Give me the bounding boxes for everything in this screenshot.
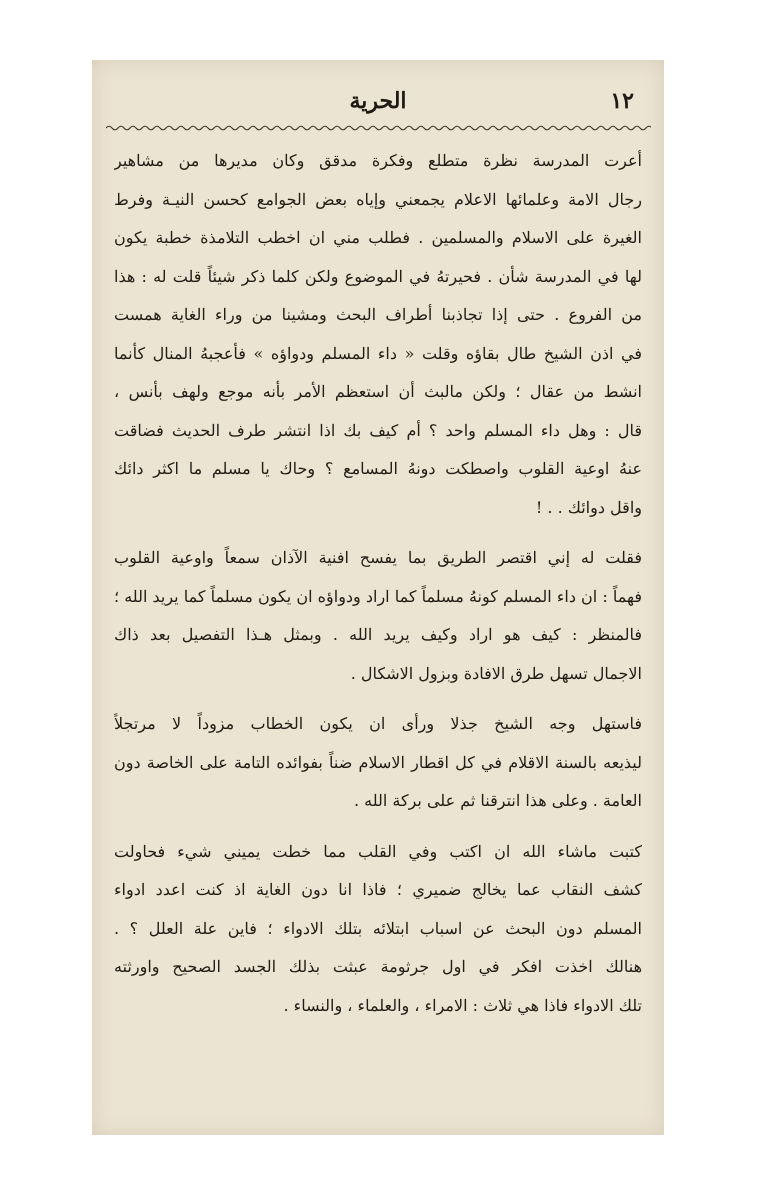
text-line: العامة . وعلى هذا انترقنا ثم على بركة الله . xyxy=(353,791,642,810)
text-line: قال : وهل داء المسلم واحد ؟ أم كيف بك اذا انتشر طرف الحديث فضاقت xyxy=(114,420,642,440)
text-line: كتبت ماشاء الله ان اكتب وفي القلب مما خطت يميني شيء فحاولت xyxy=(114,841,642,861)
page-number: ١٢ xyxy=(610,88,634,114)
running-title: الحرية xyxy=(349,88,407,114)
paragraph-4 xyxy=(114,833,642,1026)
book-page xyxy=(92,60,664,1135)
text-line: الاجمال تسهل طرق الافادة وبزول الاشكال . xyxy=(350,663,642,683)
text-line: في اذن الشيخ طال بقاؤه وقلت « داء المسلم ودواؤه » فأعجبهُ المنال كأنما xyxy=(114,343,642,363)
text-line: ليذيعه بالسنة الاقلام في كل اقطار الاسلام ضناً بفوائده التامة على الخاصة دون xyxy=(114,752,642,772)
text-line: أعرت المدرسة نظرة متطلع وفكرة مدقق وكان مديرها من مشاهير xyxy=(114,151,642,170)
paragraph-1 xyxy=(114,142,642,527)
text-line: فالمنظر : كيف هو اراد وكيف يريد الله . وبمثل هـذا التفصيل بعد ذاك xyxy=(114,625,642,644)
text-line: تلك الادواء فاذا هي ثلاث : الامراء ، والعلماء ، والنساء . xyxy=(283,995,642,1015)
text-line: لها في المدرسة شأن . فحيرتهُ في الموضوع ولكن كلما ذكر شيئاً قلت له : هذا xyxy=(114,266,642,286)
text-line: فاستهل وجه الشيخ جذلا ورأى ان يكون الخطاب مزوداً لا مرتجلاً xyxy=(114,714,642,733)
text-line: الغيرة على الاسلام والمسلمين . فطلب مني ان اخطب التلامذة خطبة يكون xyxy=(114,228,642,247)
text-line: المسلم دون البحث عن اسباب ابتلائه بتلك الادواء ؛ فاين علة العلل ؟ . xyxy=(114,918,642,938)
text-line: عنهُ اوعية القلوب واصطكت دونهُ المسامع ؟ وحاك يا مسلم ما اكثر دائك xyxy=(114,459,642,478)
paragraph-2 xyxy=(114,539,642,693)
wavy-rule xyxy=(106,124,651,132)
text-line: كشف النقاب عما يخالج ضميري ؛ فاذا انا دون الغاية اذ كنت اعدد ادواء xyxy=(114,880,642,899)
text-line: رجال الامة وعلمائها الاعلام يجمعني وإياه بعض الجوامع كحسن النيـة وفرط xyxy=(114,189,642,209)
paragraph-3 xyxy=(114,705,642,821)
page-header xyxy=(92,60,664,132)
text-line: هنالك اخذت افكر في اول جرثومة عبثت بذلك الجسد الصحيح واورثته xyxy=(114,957,642,976)
body-text xyxy=(114,142,642,1025)
text-line: واقل دوائك . . ! xyxy=(535,497,642,517)
text-line: انشط من عقال ؛ ولكن مالبث أن استعظم الأمر بأنه موجع ولهف بأنس ، xyxy=(114,382,642,401)
text-line: فقلت له إني اقتصر الطريق بما يفسح افنية الآذان سمعاً واوعية القلوب xyxy=(114,548,642,567)
text-line: فهماً : ان داء المسلم كونهُ مسلماً كما اراد ودواؤه ان يكون مسلماً كما يريد الله ؛ xyxy=(114,586,642,606)
text-line: من الفروع . حتى إذا تجاذبنا أطراف البحث ومشينا من وراء الغاية همست xyxy=(114,305,642,324)
